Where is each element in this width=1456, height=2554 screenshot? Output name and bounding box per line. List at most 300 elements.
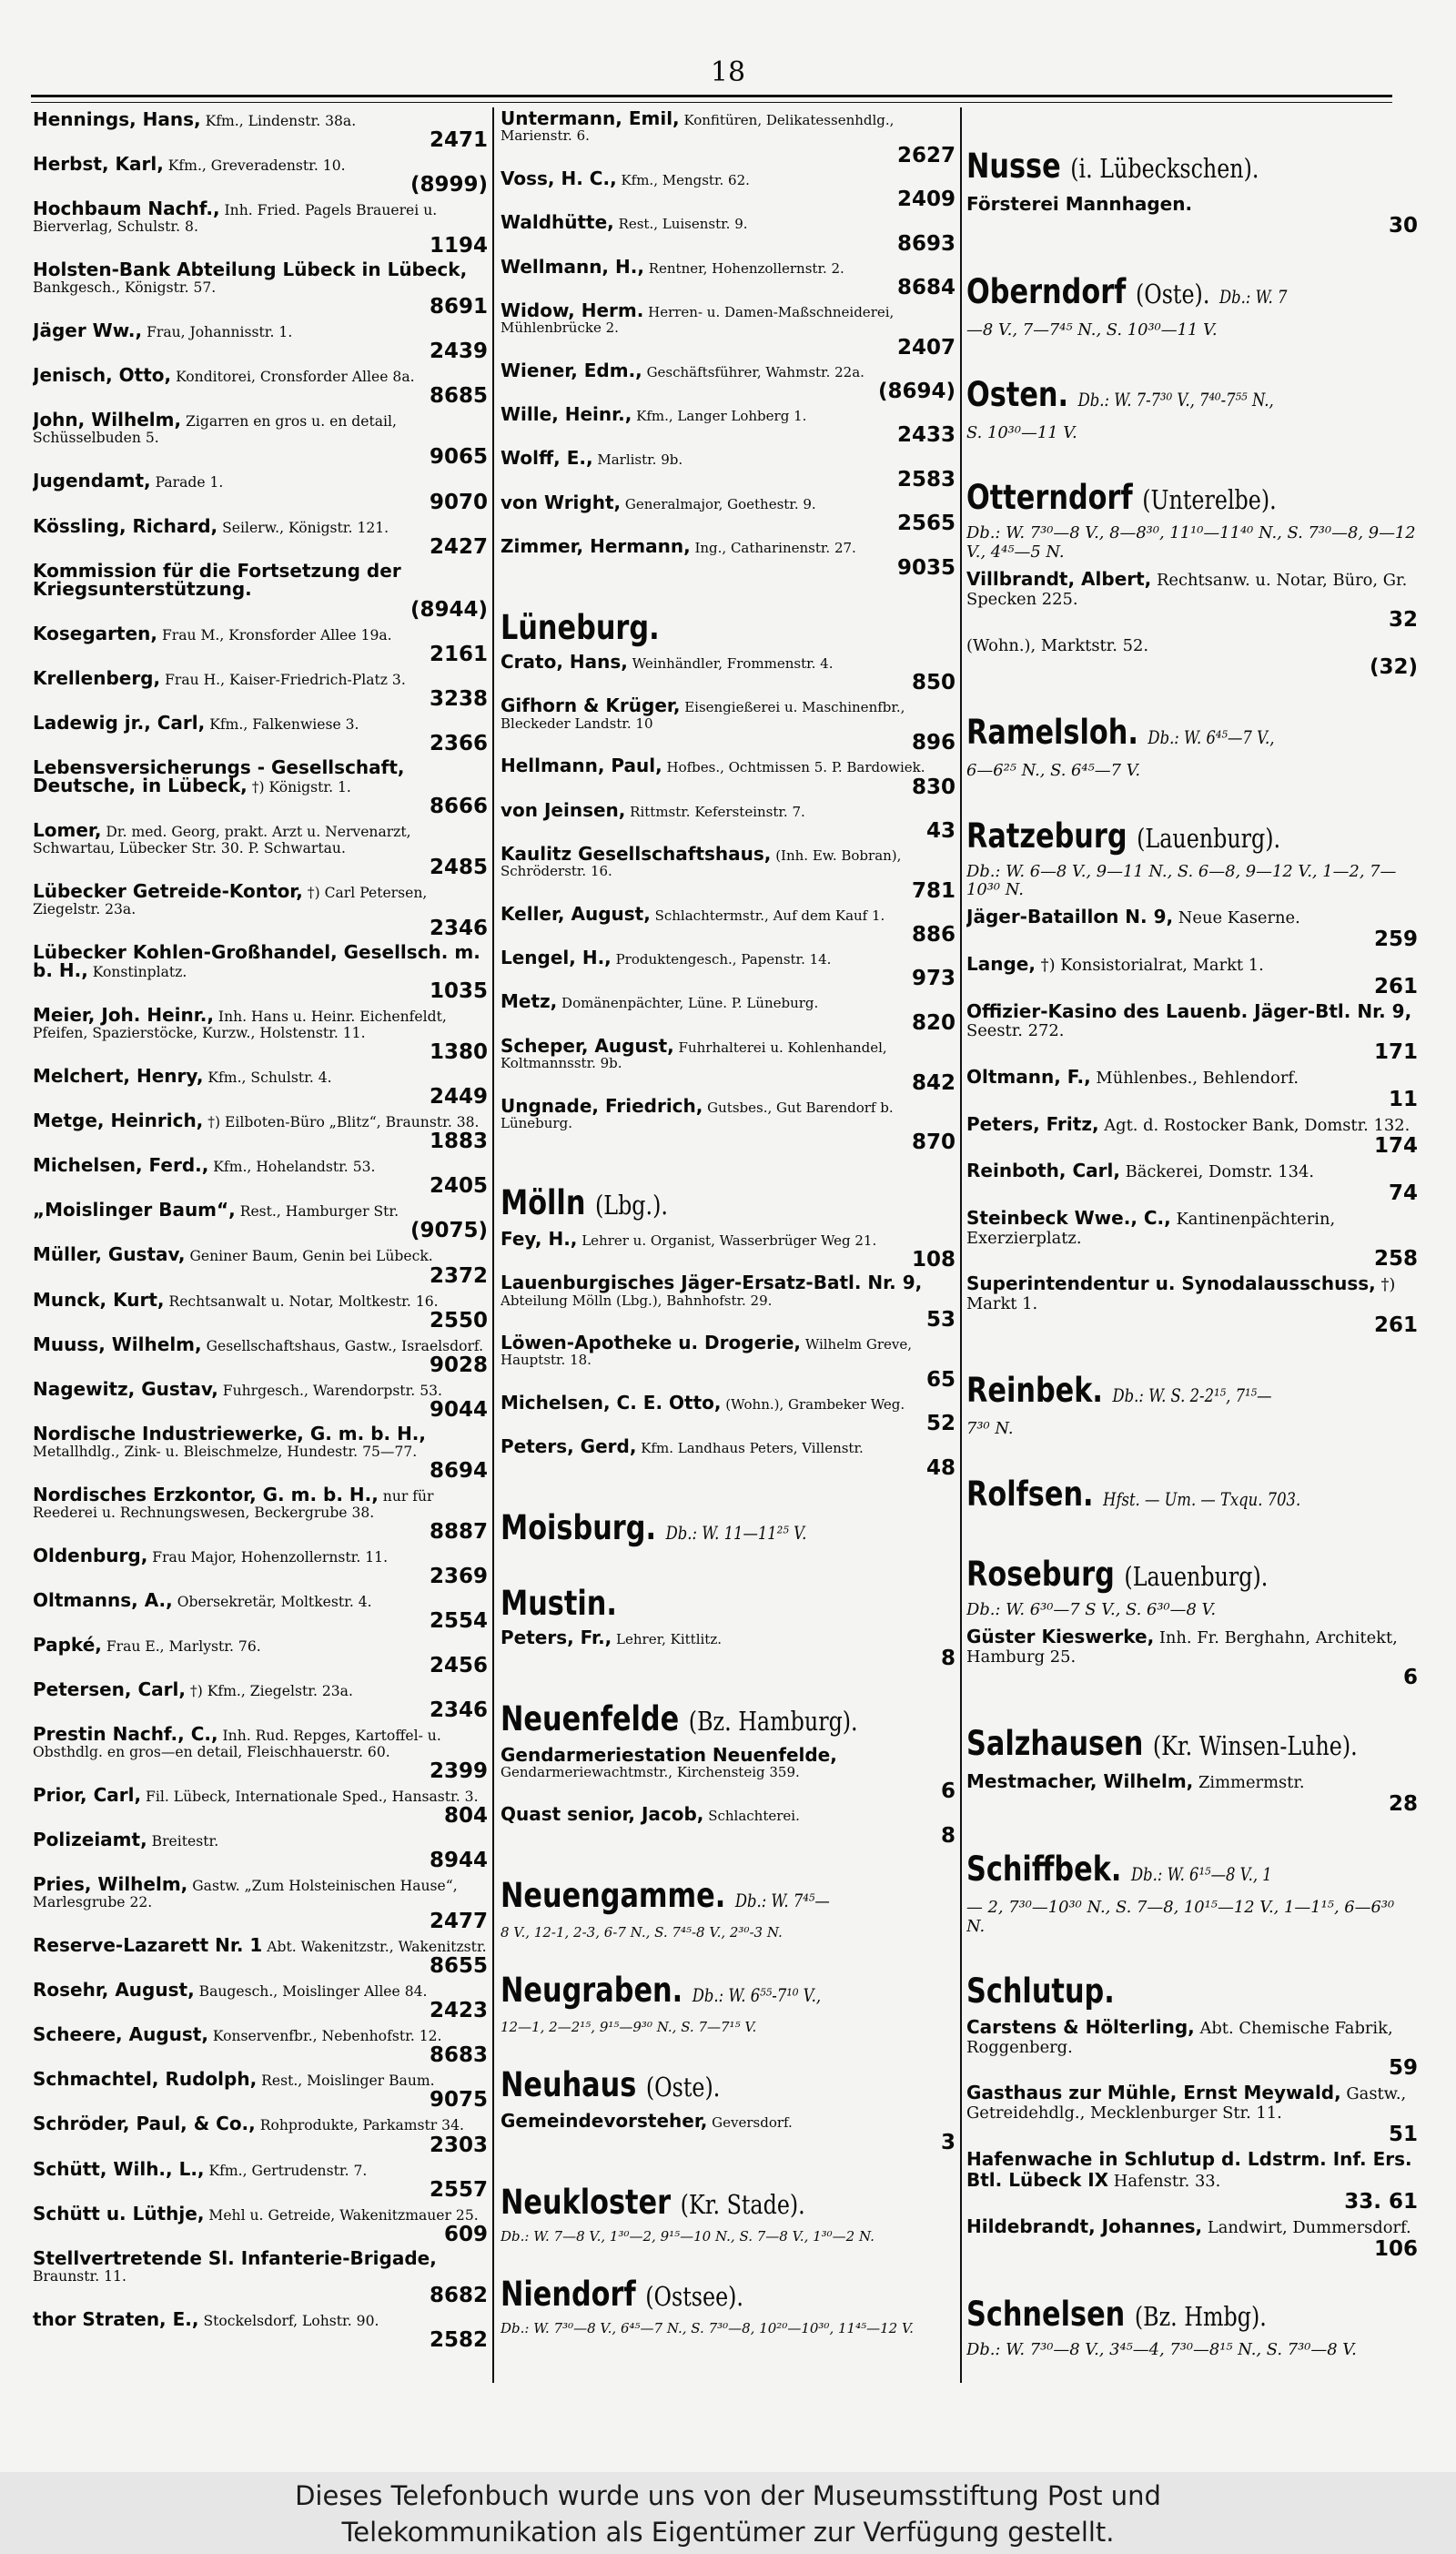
entry-details: Breitestr. — [151, 1833, 219, 1850]
town-heading — [500, 1182, 874, 1226]
entry-name: Metz, — [500, 990, 558, 1013]
phone-number: 28 — [1388, 1791, 1418, 1816]
directory-entry — [500, 403, 956, 448]
directory-entry — [33, 1065, 488, 1110]
entry-name: Scheere, August, — [33, 2023, 208, 2046]
directory-entry — [500, 447, 956, 492]
service-hours: Db.: W. 6⁴⁵—7 V., — [1148, 726, 1275, 749]
entry-details: Rentner, Hohenzollernstr. 2. — [648, 259, 844, 277]
phone-number: 74 — [1388, 1181, 1418, 1205]
entry-details: Bankgesch., Königstr. 57. — [33, 279, 217, 297]
entry-details: Kfm., Schulstr. 4. — [207, 1069, 332, 1087]
service-hours: 6—6²⁵ N., S. 6⁴⁵—7 V. — [966, 761, 1141, 781]
entry-name: Lauenburgisches Jäger-Ersatz-Batl. Nr. 9, — [500, 1272, 923, 1294]
entry-details: Obersekretär, Moltkestr. 4. — [177, 1593, 372, 1610]
entry-details: †) Carl Petersen, Ziegelstr. 23a. — [33, 884, 428, 918]
directory-entry — [966, 1627, 1418, 1688]
directory-entry — [33, 711, 488, 755]
entry-details: Rohprodukte, Parkamstr 34. — [259, 2117, 464, 2134]
entry-details: Konditorei, Cronsforder Allee 8a. — [176, 369, 415, 386]
entry-name: Lübecker Getreide-Kontor, — [33, 879, 303, 902]
phone-number: 59 — [1388, 2056, 1418, 2081]
entry-name: Oltmann, F., — [966, 1065, 1091, 1088]
entry-details: Herren- u. Damen-Maßschneiderei, Mühlenbrücke 2. — [500, 303, 895, 337]
directory-entry — [966, 1769, 1418, 1816]
entry-details: Kfm. Landhaus Peters, Villenstr. — [641, 1440, 864, 1457]
entry-details: Dr. med. Georg, prakt. Arzt u. Nervenarzt, Schwartau, Lübecker Str. 30. P. Schwartau. — [33, 823, 411, 856]
directory-entry — [500, 359, 956, 403]
directory-entry — [33, 941, 488, 1004]
entry-name: Quast senior, Jacob, — [500, 1803, 704, 1826]
column-2 — [500, 111, 956, 2368]
phone-number: 65 — [925, 1367, 956, 1392]
phone-number: 8666 — [429, 794, 488, 818]
town-qualifier: (Kr. Stade). — [680, 2189, 805, 2221]
town-heading — [966, 146, 1337, 189]
entry-name: Kössling, Richard, — [33, 514, 218, 537]
entry-name: Polizeiamt, — [33, 1829, 147, 1851]
entry-details: Zigarren en gros u. en detail, Schüsselbuden 5. — [33, 413, 397, 447]
service-hours: Db.: W. 7³⁰—8 V., 3⁴⁵—4, 7³⁰—8¹⁵ N., S. 7³⁰—8 V. — [966, 2340, 1357, 2360]
service-hours: Db.: W. 7 — [1218, 285, 1288, 308]
directory-entry — [33, 200, 488, 257]
entry-name: Schmachtel, Rudolph, — [33, 2068, 258, 2091]
entry-details: Domänenpächter, Lüne. P. Lüneburg. — [561, 995, 819, 1012]
entry-details: Kfm., Falkenwiese 3. — [209, 715, 359, 733]
phone-number: 896 — [911, 731, 956, 755]
entry-details: Konfitüren, Delikatessenhdlg., Marienstr. 6. — [500, 112, 895, 145]
directory-entry — [33, 2023, 488, 2068]
service-hours: Db.: W. 6³⁰—7 S V., S. 6³⁰—8 V. — [966, 1600, 1216, 1620]
phone-number: 171 — [1373, 1039, 1418, 1064]
phone-number: 1194 — [429, 234, 488, 258]
phone-number: 2427 — [429, 534, 488, 559]
entry-details: Fuhrgesch., Warendorpstr. 53. — [222, 1382, 442, 1399]
entry-name: Ladewig jr., Carl, — [33, 711, 206, 734]
entry-details: Gesellschaftshaus, Gastw., Israelsdorf. — [206, 1337, 484, 1354]
phone-number: 8685 — [429, 384, 488, 409]
entry-name: von Jeinsen, — [500, 798, 626, 821]
directory-entry — [33, 472, 488, 512]
directory-entry — [33, 666, 488, 711]
town-name: Schiffbek. — [966, 1850, 1122, 1890]
header-rule — [31, 95, 1392, 97]
phone-number: 850 — [911, 671, 956, 695]
service-hours: —8 V., 7—7⁴⁵ N., S. 10³⁰—11 V. — [966, 319, 1218, 340]
entry-name: Försterei Mannhagen. — [966, 192, 1193, 215]
service-hours: S. 10³⁰—11 V. — [966, 423, 1077, 443]
entry-name: Lengel, H., — [500, 947, 612, 969]
directory-entry — [33, 1004, 488, 1065]
directory-entry — [966, 2083, 1418, 2144]
entry-name: Reinboth, Carl, — [966, 1160, 1120, 1182]
entry-details: Hofbes., Ochtmissen 5. P. Bardowiek. — [666, 759, 925, 776]
entry-name: Kommission für die Fortsetzung der Kriegsunterstützung. — [33, 559, 401, 600]
phone-number: 2550 — [429, 1308, 488, 1333]
town-name: Roseburg — [966, 1555, 1115, 1595]
phone-number: 261 — [1373, 1312, 1418, 1337]
service-hours: Db.: W. 7³⁰—8 V., 6⁴⁵—7 N., S. 7³⁰—8, 10²⁰—10³⁰, 11⁴⁵—12 V. — [500, 2320, 914, 2337]
directory-entry — [966, 2147, 1418, 2214]
phone-number: 8693 — [896, 231, 956, 256]
service-hours: Db.: W. 7-7³⁰ V., 7⁴⁰-7⁵⁵ N., — [1077, 389, 1274, 411]
directory-entry — [33, 258, 488, 319]
entry-name: Muuss, Wilhelm, — [33, 1333, 202, 1355]
directory-entry — [33, 1422, 488, 1483]
phone-number: 820 — [911, 1010, 956, 1035]
entry-details: Generalmajor, Goethestr. 9. — [624, 495, 816, 512]
column-divider — [492, 107, 494, 2383]
town-heading — [966, 816, 1337, 859]
entry-details: Abteilung Mölln (Lbg.), Bahnhofstr. 29. — [500, 1292, 773, 1309]
directory-entry — [33, 818, 488, 879]
entry-details: Ing., Catharinenstr. 27. — [694, 540, 856, 557]
town-name: Neukloster — [500, 2183, 672, 2223]
town-heading — [500, 1507, 874, 1554]
directory-entry — [500, 2110, 956, 2154]
entry-name: Munck, Kurt, — [33, 1288, 165, 1311]
column-divider — [960, 107, 962, 2383]
phone-number: 2407 — [896, 335, 956, 360]
entry-details: †) Konsistorialrat, Markt 1. — [1040, 955, 1264, 975]
directory-entry — [33, 2157, 488, 2202]
entry-details: Metallhdlg., Zink- u. Bleischmelze, Hundestr. 75—77. — [33, 1443, 418, 1460]
phone-number: 30 — [1388, 214, 1418, 238]
directory-entry — [33, 2115, 488, 2155]
entry-name: Jenisch, Otto, — [33, 364, 172, 387]
entry-name: Zimmer, Hermann, — [500, 535, 691, 558]
service-hours: Db.: W. 7⁴⁵— — [734, 1890, 830, 1912]
entry-details: Wilhelm Greve, Hauptstr. 18. — [500, 1336, 913, 1369]
entry-name: Güster Kieswerke, — [966, 1625, 1155, 1647]
entry-details: Gastw. „Zum Holsteinischen Hause“, Marlesgrube 22. — [33, 1878, 458, 1911]
town-heading — [966, 1723, 1358, 1767]
entry-name: Lebensversicherungs - Gesellschaft, Deutsche, in Lübeck, — [33, 755, 405, 796]
town-name: Mölln — [500, 1182, 586, 1222]
directory-entry — [500, 1391, 956, 1436]
entry-name: Jäger-Bataillon N. 9, — [966, 906, 1174, 928]
town-heading — [966, 271, 1337, 318]
entry-name: Prior, Carl, — [33, 1784, 142, 1807]
entry-name: Nagewitz, Gustav, — [33, 1377, 218, 1400]
entry-name: Gendarmeriestation Neuenfelde, — [500, 1743, 837, 1766]
phone-number: 43 — [925, 818, 956, 843]
town-qualifier: (Ostsee). — [645, 2281, 743, 2313]
directory-entry — [33, 1784, 488, 1829]
directory-entry — [966, 1112, 1418, 1159]
directory-entry — [33, 622, 488, 666]
column-1 — [33, 111, 488, 2368]
town-heading — [966, 1474, 1337, 1520]
service-hours: Db.: W. 11—11²⁵ V. — [665, 1522, 807, 1545]
directory-entry — [33, 1112, 488, 1152]
phone-number: 886 — [911, 923, 956, 948]
entry-name: Steinbeck Wwe., C., — [966, 1206, 1171, 1229]
entry-details: Seestr. 272. — [966, 1021, 1065, 1041]
entry-name: Hochbaum Nachf., — [33, 198, 220, 220]
directory-entry — [500, 1034, 956, 1095]
entry-name: Melchert, Henry, — [33, 1065, 204, 1088]
entry-name: Stellvertretende Sl. Infanterie-Brigade, — [33, 2246, 437, 2269]
phone-number: 9035 — [896, 555, 956, 580]
entry-details: Konservenfbr., Nebenhofstr. 12. — [212, 2028, 442, 2045]
entry-details: Inh. Rud. Repges, Kartoffel- u. Obsthdlg. en gros—en detail, Fleischhauerstr. 60. — [33, 1728, 441, 1761]
directory-entry — [33, 1981, 488, 2022]
town-heading — [500, 1583, 874, 1625]
directory-entry — [966, 635, 1418, 678]
entry-name: Schütt u. Lüthje, — [33, 2202, 205, 2225]
phone-number: 48 — [925, 1455, 956, 1480]
entry-details: Rechtsanwalt u. Notar, Moltkestr. 16. — [168, 1292, 439, 1310]
entry-details: †) Markt 1. — [966, 1275, 1396, 1313]
town-name: Neuengamme. — [500, 1876, 726, 1916]
service-hours: Hfst. — Um. — Txqu. 703. — [1103, 1487, 1301, 1510]
entry-details: (Wohn.), Grambeker Weg. — [725, 1395, 905, 1413]
phone-number: (9075) — [410, 1219, 488, 1243]
entry-name: Papké, — [33, 1633, 102, 1656]
phone-number: 261 — [1373, 974, 1418, 998]
entry-name: Gemeindevorsteher, — [500, 2110, 708, 2133]
town-heading — [500, 607, 874, 649]
entry-details: Lehrer u. Organist, Wasserbrüger Weg 21. — [581, 1231, 877, 1249]
phone-number: 2423 — [429, 1999, 488, 2023]
phone-number: 52 — [925, 1412, 956, 1436]
directory-entry — [33, 2202, 488, 2246]
phone-number: 8887 — [429, 1519, 488, 1544]
entry-details: Gastw., Getreidehdlg., Mecklenburger Str. 11. — [966, 2084, 1407, 2123]
town-name: Ramelsloh. — [966, 713, 1138, 753]
entry-name: Hellmann, Paul, — [500, 755, 662, 777]
entry-name: Schröder, Paul, & Co., — [33, 2113, 256, 2135]
service-hours: 12—1, 2—2¹⁵, 9¹⁵—9³⁰ N., S. 7—7¹⁵ V. — [500, 2019, 757, 2036]
phone-number: 8684 — [896, 275, 956, 299]
phone-number: 174 — [1373, 1134, 1418, 1159]
directory-entry — [500, 1272, 956, 1333]
town-heading — [966, 1370, 1337, 1416]
entry-details: (Inh. Ew. Bobran), Schröderstr. 16. — [500, 846, 902, 880]
directory-entry — [33, 2307, 488, 2352]
phone-number: 2583 — [896, 467, 956, 492]
directory-entry — [33, 1633, 488, 1677]
town-qualifier: (Bz. Hamburg). — [688, 1705, 858, 1737]
directory-entry — [33, 1544, 488, 1588]
town-name: Oberndorf — [966, 271, 1127, 311]
phone-number: 2471 — [429, 128, 488, 153]
entry-details: Zimmermstr. — [1198, 1772, 1305, 1792]
phone-number: 2372 — [429, 1263, 488, 1288]
phone-number: 9044 — [429, 1397, 488, 1422]
directory-entry — [500, 255, 956, 299]
phone-number: 8682 — [429, 2283, 488, 2307]
town-qualifier: (Oste). — [645, 2072, 721, 2103]
phone-number: 804 — [443, 1804, 488, 1829]
entry-name: Müller, Gustav, — [33, 1243, 186, 1266]
entry-details: Geniner Baum, Genin bei Lübeck. — [189, 1248, 433, 1265]
entry-name: Gifhorn & Krüger, — [500, 694, 681, 717]
entry-name: Oltmanns, A., — [33, 1588, 173, 1611]
town-name: Neuhaus — [500, 2065, 637, 2105]
entry-details: Stockelsdorf, Lohstr. 90. — [203, 2312, 379, 2329]
directory-entry — [500, 842, 956, 903]
entry-details: Kfm., Hohelandstr. 53. — [213, 1159, 376, 1176]
phone-number: 2409 — [896, 187, 956, 212]
entry-name: Peters, Fr., — [500, 1626, 612, 1648]
directory-entry — [33, 1873, 488, 1934]
entry-name: Prestin Nachf., C., — [33, 1723, 218, 1746]
entry-details: Kfm., Gertrudenstr. 7. — [208, 2162, 368, 2179]
entry-name: Fey, H., — [500, 1227, 578, 1250]
entry-name: Hildebrandt, Johannes, — [966, 2215, 1203, 2238]
entry-details: Frau, Johannisstr. 1. — [147, 324, 293, 341]
town-heading — [966, 1554, 1337, 1597]
entry-details: Baugesch., Moislinger Allee 84. — [198, 1983, 428, 2001]
phone-number: 2366 — [429, 731, 488, 755]
phone-number: 1883 — [429, 1130, 488, 1154]
entry-details: Fil. Lübeck, Internationale Sped., Hansastr. 3. — [146, 1789, 479, 1806]
entry-name: Carstens & Hölterling, — [966, 2016, 1195, 2039]
entry-name: Schütt, Wilh., L., — [33, 2157, 205, 2180]
phone-number: 106 — [1373, 2236, 1418, 2261]
entry-name: Voss, H. C., — [500, 167, 617, 189]
directory-entry — [500, 1094, 956, 1155]
phone-number: 32 — [1388, 608, 1418, 633]
directory-entry — [33, 559, 488, 622]
phone-number: 53 — [925, 1308, 956, 1333]
entry-name: Ungnade, Friedrich, — [500, 1094, 703, 1117]
town-name: Salzhausen — [966, 1723, 1144, 1763]
directory-entry — [33, 1154, 488, 1199]
town-name: Nusse — [966, 146, 1061, 186]
phone-number: 6 — [1402, 1666, 1418, 1690]
directory-entry — [966, 952, 1418, 998]
entry-details: Lehrer, Kittlitz. — [616, 1630, 723, 1647]
town-heading — [500, 2064, 874, 2108]
directory-entry — [33, 1934, 488, 1979]
directory-entry — [966, 1206, 1418, 1272]
directory-entry — [966, 2217, 1418, 2260]
town-heading — [500, 2274, 874, 2317]
entry-name: John, Wilhelm, — [33, 409, 182, 431]
footer-note — [0, 2472, 1456, 2554]
directory-entry — [33, 1201, 488, 1242]
entry-details: Inh. Hans u. Heinr. Eichenfeldt, Pfeifen, Spazierstöcke, Kurzw., Holstenstr. 11. — [33, 1008, 447, 1042]
entry-name: Hafenwache in Schlutup d. Ldstrm. Inf. Ers. Btl. Lübeck IX — [966, 2147, 1412, 2191]
phone-number: 2346 — [429, 917, 488, 941]
town-name: Reinbek. — [966, 1371, 1103, 1411]
entry-name: Herbst, Karl, — [33, 153, 164, 176]
entry-name: „Moislinger Baum“, — [33, 1199, 236, 1221]
phone-number: (8694) — [877, 380, 956, 403]
phone-number: 2369 — [429, 1564, 488, 1588]
directory-entry — [966, 2018, 1418, 2079]
directory-entry — [500, 1743, 956, 1804]
entry-details: Geversdorf. — [712, 2114, 793, 2132]
entry-details: Produktengesch., Papenstr. 14. — [615, 951, 832, 968]
town-qualifier: (Lauenburg). — [1137, 822, 1281, 854]
directory-entry — [33, 1723, 488, 1784]
entry-name: Crato, Hans, — [500, 651, 628, 674]
entry-name: Rosehr, August, — [33, 1979, 195, 2002]
phone-number: 258 — [1373, 1247, 1418, 1272]
entry-name: Pries, Wilhelm, — [33, 1873, 188, 1896]
header-rule-thin — [31, 102, 1392, 103]
phone-number: 2582 — [429, 2327, 488, 2352]
town-heading — [500, 1698, 874, 1742]
directory-entry — [500, 1803, 956, 1848]
entry-details: Kfm., Greveradenstr. 10. — [167, 157, 346, 175]
phone-number: 3238 — [429, 686, 488, 711]
entry-details: Abt. Chemische Fabrik, Roggenberg. — [966, 2019, 1393, 2057]
directory-entry — [33, 1333, 488, 1377]
directory-entry — [33, 1588, 488, 1633]
footer-line-2: Telekommunikation als Eigentümer zur Verfügung gestellt. — [341, 2517, 1115, 2548]
phone-number: 51 — [1388, 2122, 1418, 2146]
town-name: Rolfsen. — [966, 1474, 1094, 1514]
phone-number: 2477 — [429, 1910, 488, 1934]
entry-details: Rest., Hamburger Str. — [239, 1203, 399, 1221]
entry-details: Gutsbes., Gut Barendorf b. Lüneburg. — [500, 1099, 894, 1131]
entry-details: Seilerw., Königstr. 121. — [222, 519, 389, 536]
entry-name: Holsten-Bank Abteilung Lübeck in Lübeck, — [33, 258, 468, 281]
directory-entry — [966, 999, 1418, 1064]
entry-details: Fuhrhalterei u. Kohlenhandel, Koltmannsstr. 9b. — [500, 1039, 887, 1072]
phone-number: 33. 61 — [1344, 2190, 1418, 2214]
entry-details: Agt. d. Rostocker Bank, Domstr. 132. — [1104, 1115, 1410, 1135]
entry-name: Wellmann, H., — [500, 255, 644, 278]
phone-number: 2449 — [429, 1085, 488, 1110]
phone-number: 8683 — [429, 2043, 488, 2068]
entry-name: Untermann, Emil, — [500, 111, 680, 129]
directory-entry — [500, 535, 956, 580]
town-name: Osten. — [966, 375, 1069, 415]
entry-name: Wille, Heinr., — [500, 403, 632, 425]
phone-number: 1035 — [429, 979, 488, 1004]
town-name: Lüneburg. — [500, 608, 660, 648]
directory-entry — [966, 1161, 1418, 1204]
entry-details: Kfm., Mengstr. 62. — [621, 171, 750, 188]
entry-name: Widow, Herm. — [500, 299, 644, 321]
directory-entry — [33, 319, 488, 364]
town-heading — [966, 1971, 1337, 2012]
entry-details: Geschäftsführer, Wahmstr. 22a. — [646, 363, 864, 380]
entry-name: Scheper, August, — [500, 1034, 674, 1057]
directory-entry — [33, 2068, 488, 2113]
phone-number: 8 — [940, 1647, 956, 1671]
directory-entry — [33, 411, 488, 468]
entry-details: Abt. Wakenitzstr., Wakenitzstr. — [267, 1939, 487, 1956]
phone-number: 2627 — [896, 143, 956, 167]
directory-entry — [966, 1274, 1418, 1335]
entry-name: Villbrandt, Albert, — [966, 567, 1152, 590]
entry-name: Lange, — [966, 952, 1036, 975]
town-qualifier: (Lauenburg). — [1124, 1561, 1269, 1593]
town-qualifier: (i. Lübeckschen). — [1070, 152, 1259, 184]
phone-number: 2565 — [896, 512, 956, 536]
phone-number: 9028 — [429, 1353, 488, 1377]
phone-number: 6 — [940, 1779, 956, 1804]
directory-entry — [500, 491, 956, 536]
town-heading — [966, 712, 1337, 758]
entry-details: Inh. Fried. Pagels Brauerei u. Bierverlag, Schulstr. 8. — [33, 202, 438, 236]
phone-number: (8999) — [410, 173, 488, 198]
town-heading — [500, 1875, 874, 1921]
town-heading — [966, 477, 1337, 521]
entry-details: †) Kfm., Ziegelstr. 23a. — [189, 1682, 353, 1699]
phone-number: 2456 — [429, 1653, 488, 1677]
entry-details: Bäckerei, Domstr. 134. — [1125, 1162, 1315, 1182]
phone-number: 108 — [911, 1248, 956, 1272]
town-heading — [500, 2182, 874, 2225]
